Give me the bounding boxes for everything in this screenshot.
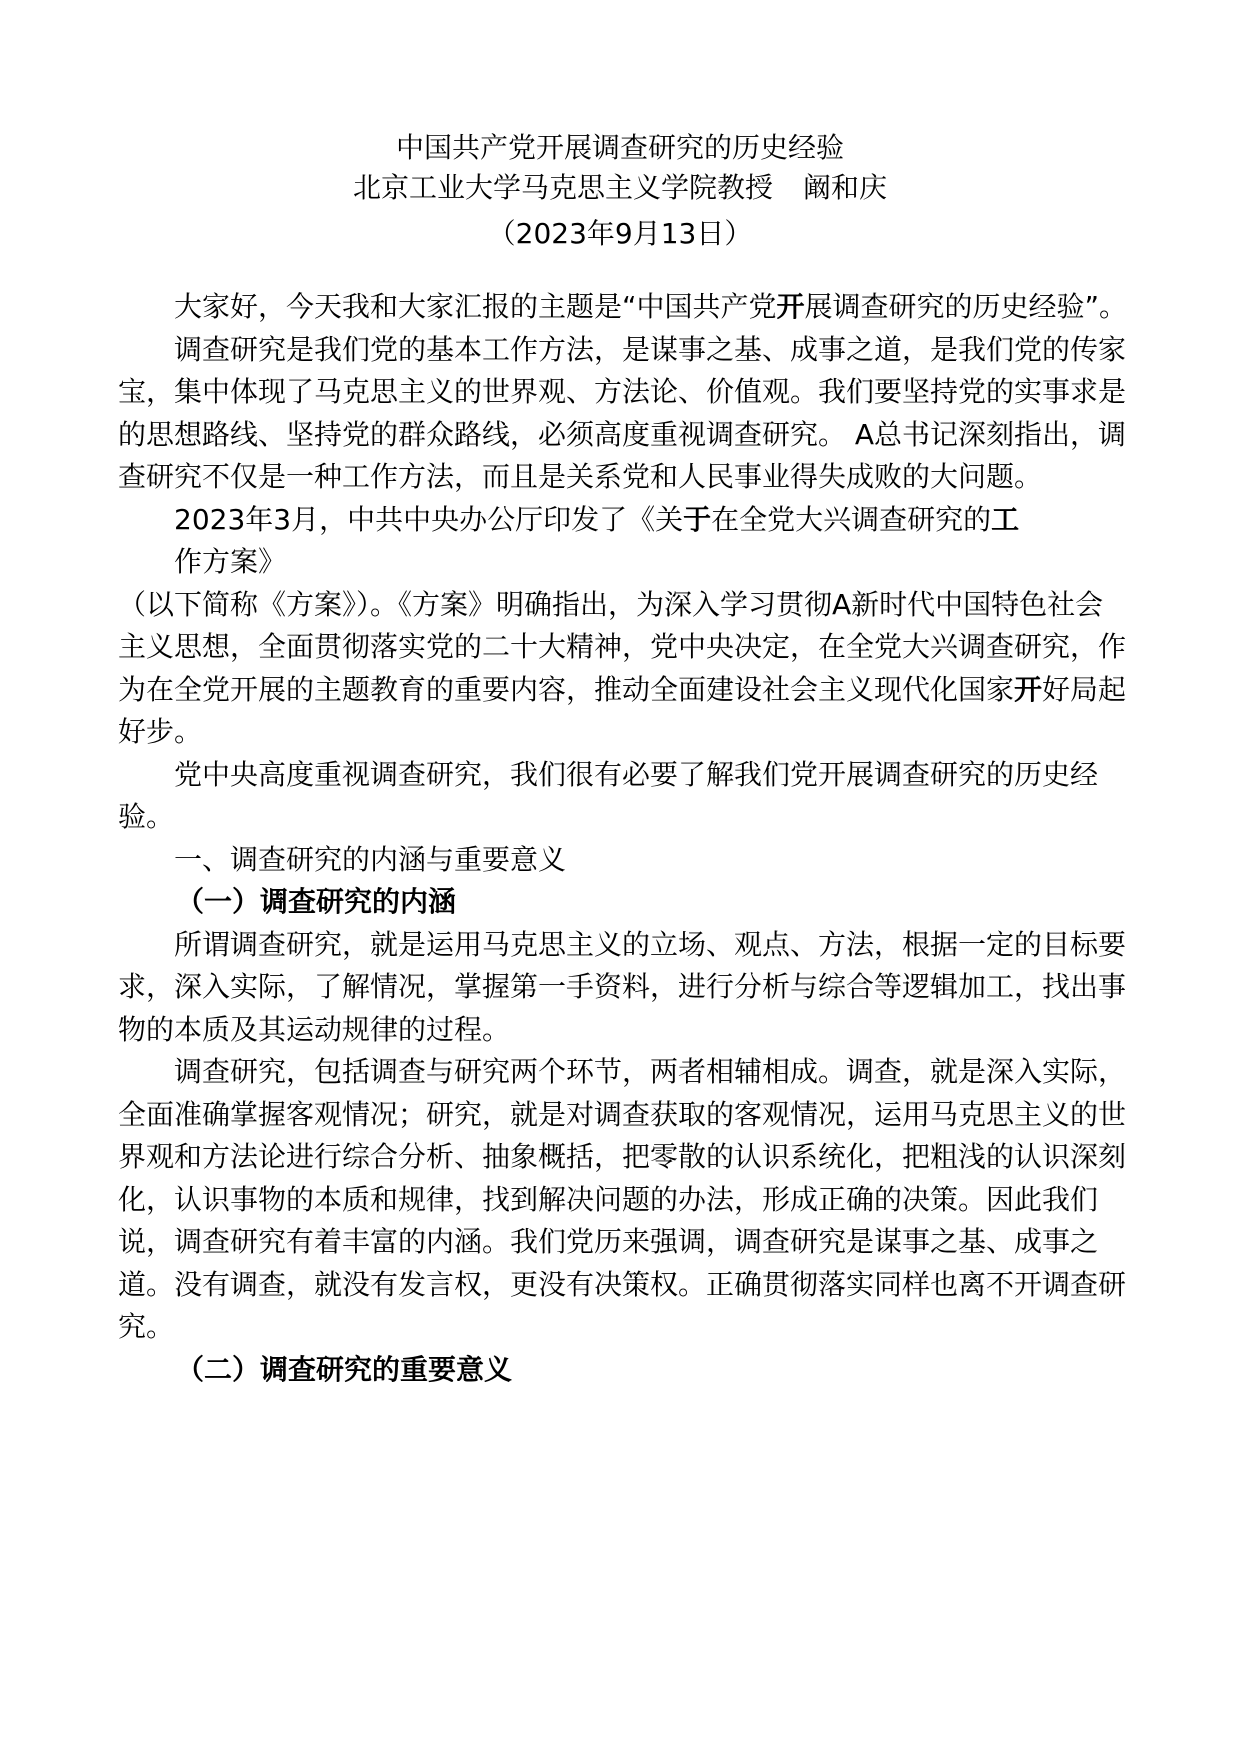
paragraph-definition: 所谓调查研究，就是运用马克思主义的立场、观点、方法，根据一定的目标要求，深入实际，了解情况，掌握第一手资料，进行分析与综合等逻辑加工，找出事物的本质及其运动规律的过程。 xyxy=(118,927,1127,1046)
paragraph-2023-plan-text-a: 2023年3月，中共中央办公厅印发了《关 xyxy=(174,502,684,536)
paragraph-greeting xyxy=(118,286,1128,329)
section-heading-1: 一、调查研究的内涵与重要意义 xyxy=(174,842,567,876)
author-name: 阚和庆 xyxy=(803,171,888,204)
paragraph-2023-plan-bold-1: 于 xyxy=(683,502,712,536)
paragraph-plan-cont-bold: 开 xyxy=(1014,672,1043,706)
author-line xyxy=(0,168,1240,208)
paragraph-plan-cont-text-a: （以下简称《方案》）。《方案》明确指出，为深入学习贯彻A新时代中国特色社会主义思想，全面贯彻落实党的二十大精神，党中央决定，在全党大兴调查研究，作为在全党开展的主题教育的重要内容，推动全面建设社会主义现代化国家 xyxy=(118,587,1127,706)
paragraph-two-steps: 调查研究，包括调查与研究两个环节，两者相辅相成。调查，就是深入实际，全面准确掌握客观情况；研究，就是对调查获取的客观情况，运用马克思主义的世界观和方法论进行综合分析、抽象概括，把零散的认识系统化，把粗浅的认识深刻化，认识事物的本质和规律，找到解决问题的办法，形成正确的决策。因此我们说，调查研究有着丰富的内涵。我们党历来强调，调查研究是谋事之基、成事之道。没有调查，就没有发言权，更没有决策权。正确贯彻落实同样也离不开调查研究。 xyxy=(118,1055,1127,1343)
document-body xyxy=(118,286,1128,1391)
subsection-heading-1: （一）调查研究的内涵 xyxy=(176,885,457,918)
paragraph-greeting-text-a: 大家好，今天我和大家汇报的主题是“中国共产党 xyxy=(174,290,777,323)
document-date: （2023年9月13日） xyxy=(487,217,753,250)
paragraph-greeting-text-c: 展调查研究的历史经验”。 xyxy=(804,290,1128,323)
paragraph-2023-plan-bold-2: 工 xyxy=(991,502,1020,536)
subsection-heading-2: （二）调查研究的重要意义 xyxy=(176,1352,513,1386)
paragraph-2023-plan-continued xyxy=(118,584,1128,754)
paragraph-2023-plan-text-e: 作方案》 xyxy=(174,545,287,578)
author-affiliation: 北京工业大学马克思主义学院教授 xyxy=(352,171,773,204)
document-header xyxy=(0,128,1240,254)
paragraph-2023-plan-text-c: 在全党大兴调查研究的 xyxy=(711,502,992,536)
paragraph-2023-plan xyxy=(118,499,1128,584)
paragraph-plan-cont-text-c: 好局起好步。 xyxy=(118,672,1127,748)
paragraph-greeting-bold: 开 xyxy=(776,290,805,323)
paragraph-research-method: 调查研究是我们党的基本工作方法，是谋事之基、成事之道，是我们党的传家宝，集中体现了马克思主义的世界观、方法论、价值观。我们要坚持党的实事求是的思想路线、坚持党的群众路线，必须高度重视调查研究。 A总书记深刻指出，调查研究不仅是一种工作方法，而且是关系党和人民事业得失成败的大问题。 xyxy=(118,332,1127,493)
document-title: 中国共产党开展调查研究的历史经验 xyxy=(395,131,844,164)
paragraph-central-committee: 党中央高度重视调查研究，我们很有必要了解我们党开展调查研究的历史经验。 xyxy=(118,757,1099,833)
